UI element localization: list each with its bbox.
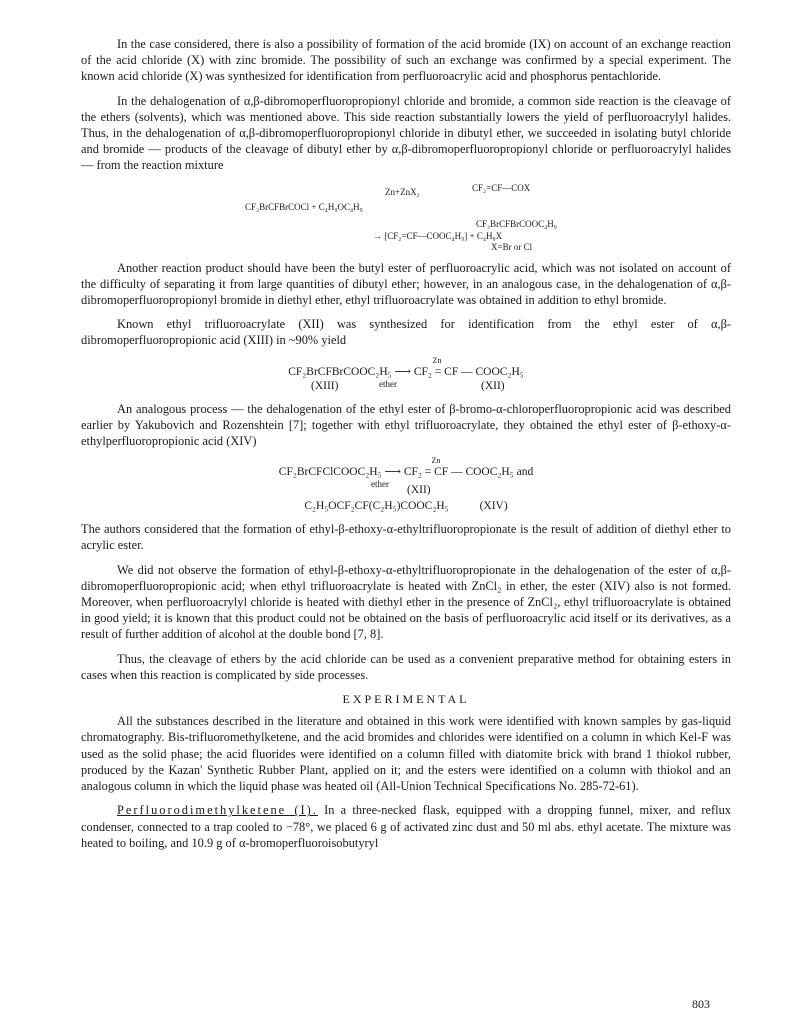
scheme-reagent: Zn+ZnX₂ xyxy=(385,186,420,197)
eq2-equation: CF₂BrCFClCOOC₂H₅ ⟶ CF₂ = CF — COOC₂H₅ and xyxy=(278,466,534,479)
paragraph: Thus, the cleavage of ethers by the acid chloride can be used as a convenient preparative method for obtaining esters in cases when this reaction is complicated by side processes. xyxy=(81,651,731,682)
eq2-label: (XII) xyxy=(407,484,431,497)
paragraph: Another reaction product should have been the butyl ester of perfluoroacrylic acid, which was not isolated on account of the difficulty of separating it from large quantities of dibutyl ether; however, in an analogous case, in the dehalogenation of α,β-dibromoperfluoropropionyl bromide in diethyl ether, ethyl trifluoroacrylate was obtained in addition to ethyl bromide. xyxy=(81,260,731,308)
paragraph: Known ethyl trifluoroacrylate (XII) was synthesized for identification from the ethyl ester of α,β-dibromoperfluoropropionic acid (XIII) in ~90% yield xyxy=(81,317,731,348)
scheme-x-definition: X=Br or Cl xyxy=(491,241,533,252)
eq2-catalyst: Zn xyxy=(431,456,441,466)
paragraph: In the case considered, there is also a possibility of formation of the acid bromide (IX) on account of an exchange reaction of the acid chloride (X) with zinc bromide. The possibility of such an exchange was confirmed by a special experiment. The known acid chloride (X) was synthesized for identification from perfluoroacrylic acid and phosphorus pentachloride. xyxy=(81,37,731,84)
eq1-solvent: ether xyxy=(379,378,397,389)
paragraph: An analogous process — the dehalogenation of the ethyl ester of β-bromo-α-chloroperfluoropropionic acid was described earlier by Yakubovich and Rozenshtein [7]; together with ethyl trifluoroacrylate, they obtained the ethyl ester of β-ethoxy-α-ethylperfluoropropionic acid (XIV) xyxy=(81,401,731,449)
eq1-equation: CF₂BrCFBrCOOC₂H₅ ⟶ CF₂ = CF — COOC₂H₅ xyxy=(288,365,524,378)
equation-1 xyxy=(81,357,731,393)
paragraph: We did not observe the formation of ethyl-β-ethoxy-α-ethyltrifluoropropionate in the dehalogenation of the ester of α,β-dibromoperfluoropropionic acid; when ethyl trifluoroacrylate is heated with ZnCl₂ in ether, the ester (XIV) also is not formed. Moreover, when perfluoroacrylyl chloride is heated with diethyl ether in the presence of ZnCl₂, ethyl trifluoroacrylate is obtained in good yield; it is known that this product could not be obtained on the basis of perfluoroacrylic acid itself or its derivatives, as a result of further addition of alcohol at the double bond [7, 8]. xyxy=(81,562,731,642)
paragraph: In the dehalogenation of α,β-dibromoperfluoropropionyl chloride and bromide, a common side reaction is the cleavage of the ethers (solvents), which was mentioned above. This side reaction substantially lowers the yield of perfluoroacrylyl halides. Thus, in the dehalogenation of α,β-dibromoperfluoropropionyl chloride in dibutyl ether, we succeeded in isolating butyl chloride and bromide — products of the cleavage of dibutyl ether by α,β-dibromoperfluoropropionyl chloride or perfluoroacrylyl halides — from the reaction mixture xyxy=(81,93,731,173)
subsection-body: In a three-necked flask, equipped with a dropping funnel, mixer, and reflux condenser, connected to a trap cooled to −78°, we placed 6 g of activated zinc dust and 50 ml abs. ethyl acetate. The mixture was heated to boiling, and 10.9 g of α-bromoperfluoroisobutyryl xyxy=(81,803,731,850)
eq1-catalyst: Zn xyxy=(432,355,442,365)
scheme-lower-product: CF₂BrCFBrCOOC₄H₉ xyxy=(476,218,557,229)
eq2-product2: C₂H₅OCF₂CF(C₂H₅)COOC₂H₅ xyxy=(304,500,449,513)
scheme-reactant: CF₂BrCFBrCOCl + C₄H₉OC₄H₉ xyxy=(245,201,363,212)
eq1-label-right: (XII) xyxy=(481,379,505,392)
page-number: 803 xyxy=(692,997,710,1011)
eq1-label-left: (XIII) xyxy=(311,379,339,392)
scheme-result: → [CF₂=CF—COOC₄H₉] + C₄H₉X xyxy=(373,230,503,241)
equation-2 xyxy=(81,457,731,513)
reaction-scheme-1 xyxy=(81,182,731,254)
paragraph: All the substances described in the literature and obtained in this work were identified with known samples by gas-liquid chromatography. Bis-trifluoromethylketene, and the acid bromides and chlorides were identified on a column in which Kel-F was used as the solid phase; the acid fluorides were identified on a column filled with diatomite brick with brand 1 thiokol rubber, produced by the Kazan' Synthetic Rubber Plant, applied on it; and the esters were identified on a column with thiokol and an analogous column in which the liquid phase was heated oil (All-Union Technical Specifications No. 285-72-61). xyxy=(81,714,731,794)
eq2-label2: (XIV) xyxy=(479,500,508,513)
page-body xyxy=(81,36,731,859)
paragraph: The authors considered that the formation of ethyl-β-ethoxy-α-ethyltrifluoropropionate is the result of addition of diethyl ether to acrylic ester. xyxy=(81,522,731,553)
section-heading: EXPERIMENTAL xyxy=(342,692,470,707)
eq2-solvent: ether xyxy=(371,479,389,490)
paragraph xyxy=(81,802,731,851)
scheme-upper-product: CF₂=CF—COX xyxy=(472,182,531,193)
subsection-title: Perfluorodimethylketene (I). xyxy=(117,803,318,818)
